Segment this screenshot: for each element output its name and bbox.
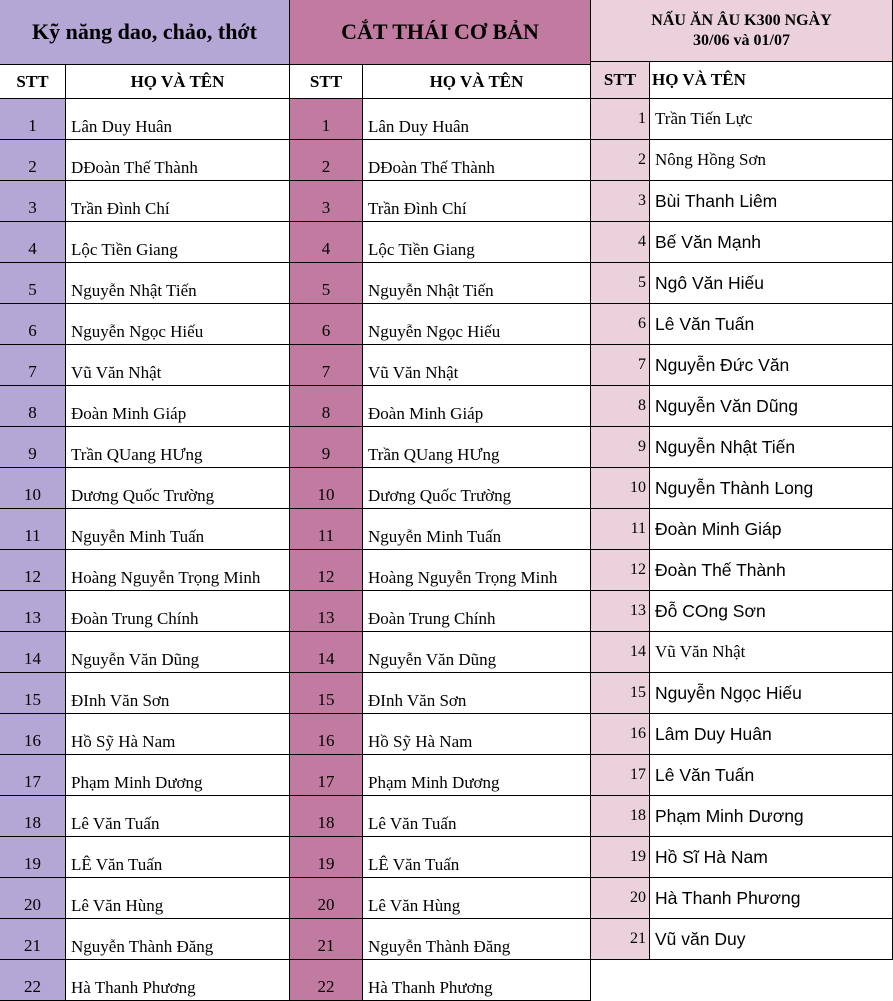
table-row xyxy=(290,263,591,304)
stt-cell[interactable]: 8 xyxy=(0,386,66,427)
table-row xyxy=(290,386,591,427)
table-row xyxy=(0,755,290,796)
stt-cell[interactable]: 6 xyxy=(591,304,650,345)
table-row xyxy=(591,878,893,919)
stt-cell[interactable]: 11 xyxy=(290,509,363,550)
table-row xyxy=(0,960,290,1001)
stt-cell[interactable]: 13 xyxy=(290,591,363,632)
table-row xyxy=(290,99,591,140)
header-row xyxy=(0,65,290,99)
name-cell[interactable]: Hoàng Nguyễn Trọng Minh xyxy=(66,550,290,591)
title-european-cooking[interactable] xyxy=(591,0,893,62)
table-knife-skills xyxy=(0,0,290,1000)
stt-cell[interactable]: 13 xyxy=(0,591,66,632)
name-cell[interactable]: Trần Đình Chí xyxy=(363,181,591,222)
stt-cell[interactable]: 19 xyxy=(0,837,66,878)
stt-cell[interactable]: 12 xyxy=(290,550,363,591)
table-row xyxy=(591,263,893,304)
name-cell[interactable]: LÊ Văn Tuấn xyxy=(66,837,290,878)
table-row xyxy=(591,99,893,140)
name-cell[interactable]: Nguyễn Đức Văn xyxy=(650,345,893,386)
name-cell[interactable]: Lân Duy Huân xyxy=(66,99,290,140)
stt-cell[interactable]: 13 xyxy=(591,591,650,632)
name-cell[interactable]: Trần QUang HƯng xyxy=(66,427,290,468)
table-row xyxy=(290,714,591,755)
stt-cell[interactable]: 17 xyxy=(290,755,363,796)
name-cell[interactable]: Trần Tiến Lực xyxy=(650,99,893,140)
stt-cell[interactable]: 14 xyxy=(0,632,66,673)
name-cell[interactable]: Nguyễn Ngọc Hiếu xyxy=(363,304,591,345)
name-cell[interactable]: Lê Văn Tuấn xyxy=(650,304,893,345)
stt-cell[interactable]: 19 xyxy=(591,837,650,878)
table-row xyxy=(591,632,893,673)
stt-cell[interactable]: 20 xyxy=(0,878,66,919)
stt-cell[interactable]: 20 xyxy=(591,878,650,919)
table-basic-cutting xyxy=(290,0,591,1000)
stt-cell[interactable]: 9 xyxy=(0,427,66,468)
stt-cell[interactable]: 1 xyxy=(591,99,650,140)
stt-cell[interactable]: 20 xyxy=(290,878,363,919)
title-basic-cutting[interactable]: CẮT THÁI CƠ BẢN xyxy=(290,0,591,65)
table-row xyxy=(591,714,893,755)
name-cell[interactable]: Lân Duy Huân xyxy=(363,99,591,140)
name-cell[interactable]: Nguyễn Nhật Tiến xyxy=(363,263,591,304)
table-row xyxy=(0,99,290,140)
stt-cell[interactable]: 3 xyxy=(290,181,363,222)
table-row xyxy=(290,550,591,591)
table-row xyxy=(591,386,893,427)
stt-cell[interactable]: 22 xyxy=(0,960,66,1001)
stt-cell[interactable]: 1 xyxy=(290,99,363,140)
stt-cell[interactable]: 2 xyxy=(290,140,363,181)
stt-cell[interactable]: 21 xyxy=(0,919,66,960)
stt-header[interactable]: STT xyxy=(591,62,650,99)
stt-cell[interactable]: 10 xyxy=(0,468,66,509)
stt-cell[interactable]: 7 xyxy=(591,345,650,386)
name-cell[interactable]: Đoàn Thế Thành xyxy=(650,550,893,591)
name-cell[interactable]: Hà Thanh Phương xyxy=(363,960,591,1001)
name-cell[interactable]: Hoàng Nguyễn Trọng Minh xyxy=(363,550,591,591)
name-cell[interactable]: Vũ Văn Nhật xyxy=(66,345,290,386)
stt-cell[interactable]: 21 xyxy=(290,919,363,960)
name-cell[interactable]: Lê Văn Tuấn xyxy=(66,796,290,837)
name-cell[interactable]: Đoàn Minh Giáp xyxy=(363,386,591,427)
stt-cell[interactable]: 11 xyxy=(591,509,650,550)
table-row xyxy=(591,755,893,796)
title-line-1: NẤU ĂN ÂU K300 NGÀY xyxy=(651,11,832,29)
rows-european-cooking xyxy=(591,99,893,960)
name-cell[interactable]: Lê Văn Hùng xyxy=(66,878,290,919)
stt-cell[interactable]: 22 xyxy=(290,960,363,1001)
stt-cell[interactable]: 2 xyxy=(0,140,66,181)
stt-cell[interactable]: 9 xyxy=(591,427,650,468)
table-row xyxy=(0,263,290,304)
name-cell[interactable]: Lộc Tiền Giang xyxy=(363,222,591,263)
table-european-cooking xyxy=(591,0,893,1000)
name-cell[interactable]: Bế Văn Mạnh xyxy=(650,222,893,263)
name-cell[interactable]: Đoàn Minh Giáp xyxy=(66,386,290,427)
table-row xyxy=(0,878,290,919)
stt-cell[interactable]: 16 xyxy=(591,714,650,755)
stt-cell[interactable]: 18 xyxy=(591,796,650,837)
rows-knife-skills xyxy=(0,99,290,1001)
name-header[interactable]: HỌ VÀ TÊN xyxy=(363,65,591,99)
table-row xyxy=(290,796,591,837)
stt-cell[interactable]: 15 xyxy=(0,673,66,714)
name-cell[interactable]: Hà Thanh Phương xyxy=(650,878,893,919)
name-cell[interactable]: Lộc Tiền Giang xyxy=(66,222,290,263)
table-row xyxy=(290,304,591,345)
stt-cell[interactable]: 16 xyxy=(290,714,363,755)
table-row xyxy=(0,140,290,181)
stt-cell[interactable]: 7 xyxy=(0,345,66,386)
name-cell[interactable]: Hồ Sỹ Hà Nam xyxy=(66,714,290,755)
name-cell[interactable]: Nguyễn Thành Long xyxy=(650,468,893,509)
table-row xyxy=(591,837,893,878)
stt-cell[interactable]: 10 xyxy=(290,468,363,509)
stt-cell[interactable]: 19 xyxy=(290,837,363,878)
table-row xyxy=(591,181,893,222)
stt-cell[interactable]: 16 xyxy=(0,714,66,755)
name-cell[interactable]: DĐoàn Thế Thành xyxy=(363,140,591,181)
stt-cell[interactable]: 15 xyxy=(290,673,363,714)
table-row xyxy=(0,386,290,427)
table-row xyxy=(591,140,893,181)
name-cell[interactable]: Lê Văn Tuấn xyxy=(650,755,893,796)
name-cell[interactable]: Dương Quốc Trường xyxy=(66,468,290,509)
table-row xyxy=(290,222,591,263)
name-cell[interactable]: Nguyễn Nhật Tiến xyxy=(66,263,290,304)
table-row xyxy=(591,919,893,960)
stt-cell[interactable]: 6 xyxy=(0,304,66,345)
name-cell[interactable]: Dương Quốc Trường xyxy=(363,468,591,509)
name-cell[interactable]: Nguyễn Thành Đăng xyxy=(66,919,290,960)
name-cell[interactable]: Nguyễn Ngọc Hiếu xyxy=(650,673,893,714)
table-row xyxy=(591,468,893,509)
name-cell[interactable]: Phạm Minh Dương xyxy=(363,755,591,796)
name-cell[interactable]: Nguyễn Thành Đăng xyxy=(363,919,591,960)
name-cell[interactable]: Đoàn Minh Giáp xyxy=(650,509,893,550)
stt-cell[interactable]: 4 xyxy=(591,222,650,263)
name-cell[interactable]: Phạm Minh Dương xyxy=(66,755,290,796)
stt-cell[interactable]: 17 xyxy=(591,755,650,796)
stt-header[interactable]: STT xyxy=(290,65,363,99)
stt-cell[interactable]: 4 xyxy=(290,222,363,263)
title-knife-skills[interactable]: Kỹ năng dao, chảo, thớt xyxy=(0,0,290,65)
name-cell[interactable]: Vũ văn Duy xyxy=(650,919,893,960)
stt-cell[interactable]: 14 xyxy=(591,632,650,673)
header-row xyxy=(591,62,893,99)
name-cell[interactable]: Lê Văn Hùng xyxy=(363,878,591,919)
table-row xyxy=(0,468,290,509)
table-row xyxy=(290,755,591,796)
name-cell[interactable]: Nguyễn Minh Tuấn xyxy=(363,509,591,550)
name-cell[interactable]: Lâm Duy Huân xyxy=(650,714,893,755)
table-row xyxy=(591,345,893,386)
table-row xyxy=(290,837,591,878)
table-row xyxy=(591,591,893,632)
table-row xyxy=(290,140,591,181)
stt-cell[interactable]: 11 xyxy=(0,509,66,550)
table-row xyxy=(290,919,591,960)
title-line-2: 30/06 và 01/07 xyxy=(693,31,790,49)
table-row xyxy=(290,468,591,509)
stt-cell[interactable]: 8 xyxy=(290,386,363,427)
name-cell[interactable]: Hồ Sĩ Hà Nam xyxy=(650,837,893,878)
name-cell[interactable]: Hà Thanh Phương xyxy=(66,960,290,1001)
name-cell[interactable]: Ngô Văn Hiếu xyxy=(650,263,893,304)
name-cell[interactable]: Nguyễn Ngọc Hiếu xyxy=(66,304,290,345)
rows-basic-cutting xyxy=(290,99,591,1001)
stt-cell[interactable]: 12 xyxy=(0,550,66,591)
name-cell[interactable]: ĐInh Văn Sơn xyxy=(66,673,290,714)
stt-cell[interactable]: 6 xyxy=(290,304,363,345)
table-row xyxy=(290,509,591,550)
table-row xyxy=(290,345,591,386)
name-cell[interactable]: Vũ Văn Nhật xyxy=(650,632,893,673)
stt-cell[interactable]: 1 xyxy=(0,99,66,140)
name-cell[interactable]: Lê Văn Tuấn xyxy=(363,796,591,837)
table-row xyxy=(591,222,893,263)
name-cell[interactable]: LÊ Văn Tuấn xyxy=(363,837,591,878)
stt-cell[interactable]: 5 xyxy=(290,263,363,304)
name-cell[interactable]: Vũ Văn Nhật xyxy=(363,345,591,386)
stt-cell[interactable]: 3 xyxy=(0,181,66,222)
table-row xyxy=(290,673,591,714)
table-row xyxy=(0,714,290,755)
table-row xyxy=(591,673,893,714)
table-row xyxy=(0,222,290,263)
name-cell[interactable]: Nguyễn Văn Dũng xyxy=(66,632,290,673)
name-cell[interactable]: Nguyễn Văn Dũng xyxy=(363,632,591,673)
name-cell[interactable]: Đỗ COng Sơn xyxy=(650,591,893,632)
stt-cell[interactable]: 15 xyxy=(591,673,650,714)
name-cell[interactable]: Nguyễn Nhật Tiến xyxy=(650,427,893,468)
stt-cell[interactable]: 8 xyxy=(591,386,650,427)
name-cell[interactable]: DĐoàn Thế Thành xyxy=(66,140,290,181)
stt-cell[interactable]: 7 xyxy=(290,345,363,386)
stt-cell[interactable]: 5 xyxy=(591,263,650,304)
stt-cell[interactable]: 4 xyxy=(0,222,66,263)
table-row xyxy=(0,632,290,673)
stt-header[interactable]: STT xyxy=(0,65,66,99)
name-cell[interactable]: Nguyễn Minh Tuấn xyxy=(66,509,290,550)
stt-cell[interactable]: 2 xyxy=(591,140,650,181)
table-row xyxy=(0,181,290,222)
table-row xyxy=(0,304,290,345)
table-row xyxy=(290,181,591,222)
table-row xyxy=(0,345,290,386)
stt-cell[interactable]: 3 xyxy=(591,181,650,222)
table-row xyxy=(0,837,290,878)
name-cell[interactable]: Hồ Sỹ Hà Nam xyxy=(363,714,591,755)
table-row xyxy=(290,632,591,673)
name-cell[interactable]: Phạm Minh Dương xyxy=(650,796,893,837)
stt-cell[interactable]: 10 xyxy=(591,468,650,509)
table-row xyxy=(591,550,893,591)
table-row xyxy=(290,960,591,1001)
stt-cell[interactable]: 18 xyxy=(0,796,66,837)
stt-cell[interactable]: 5 xyxy=(0,263,66,304)
stt-cell[interactable]: 14 xyxy=(290,632,363,673)
table-row xyxy=(290,591,591,632)
table-row xyxy=(591,304,893,345)
stt-cell[interactable]: 12 xyxy=(591,550,650,591)
name-cell[interactable]: Trần QUang HƯng xyxy=(363,427,591,468)
name-cell[interactable]: Trần Đình Chí xyxy=(66,181,290,222)
name-cell[interactable]: ĐInh Văn Sơn xyxy=(363,673,591,714)
name-cell[interactable]: Nguyễn Văn Dũng xyxy=(650,386,893,427)
name-cell[interactable]: Đoàn Trung Chính xyxy=(66,591,290,632)
table-row xyxy=(591,427,893,468)
name-cell[interactable]: Đoàn Trung Chính xyxy=(363,591,591,632)
table-row xyxy=(290,878,591,919)
header-row xyxy=(290,65,591,99)
table-row xyxy=(0,427,290,468)
table-row xyxy=(290,427,591,468)
stt-cell[interactable]: 9 xyxy=(290,427,363,468)
table-row xyxy=(591,509,893,550)
table-row xyxy=(0,673,290,714)
name-cell[interactable]: Nông Hồng Sơn xyxy=(650,140,893,181)
stt-cell[interactable]: 17 xyxy=(0,755,66,796)
table-row xyxy=(591,796,893,837)
table-row xyxy=(0,919,290,960)
stt-cell[interactable]: 21 xyxy=(591,919,650,960)
table-row xyxy=(0,550,290,591)
name-header[interactable]: HỌ VÀ TÊN xyxy=(650,62,893,99)
table-row xyxy=(0,509,290,550)
stt-cell[interactable]: 18 xyxy=(290,796,363,837)
name-cell[interactable]: Bùi Thanh Liêm xyxy=(650,181,893,222)
name-header[interactable]: HỌ VÀ TÊN xyxy=(66,65,290,99)
table-row xyxy=(0,796,290,837)
table-row xyxy=(0,591,290,632)
